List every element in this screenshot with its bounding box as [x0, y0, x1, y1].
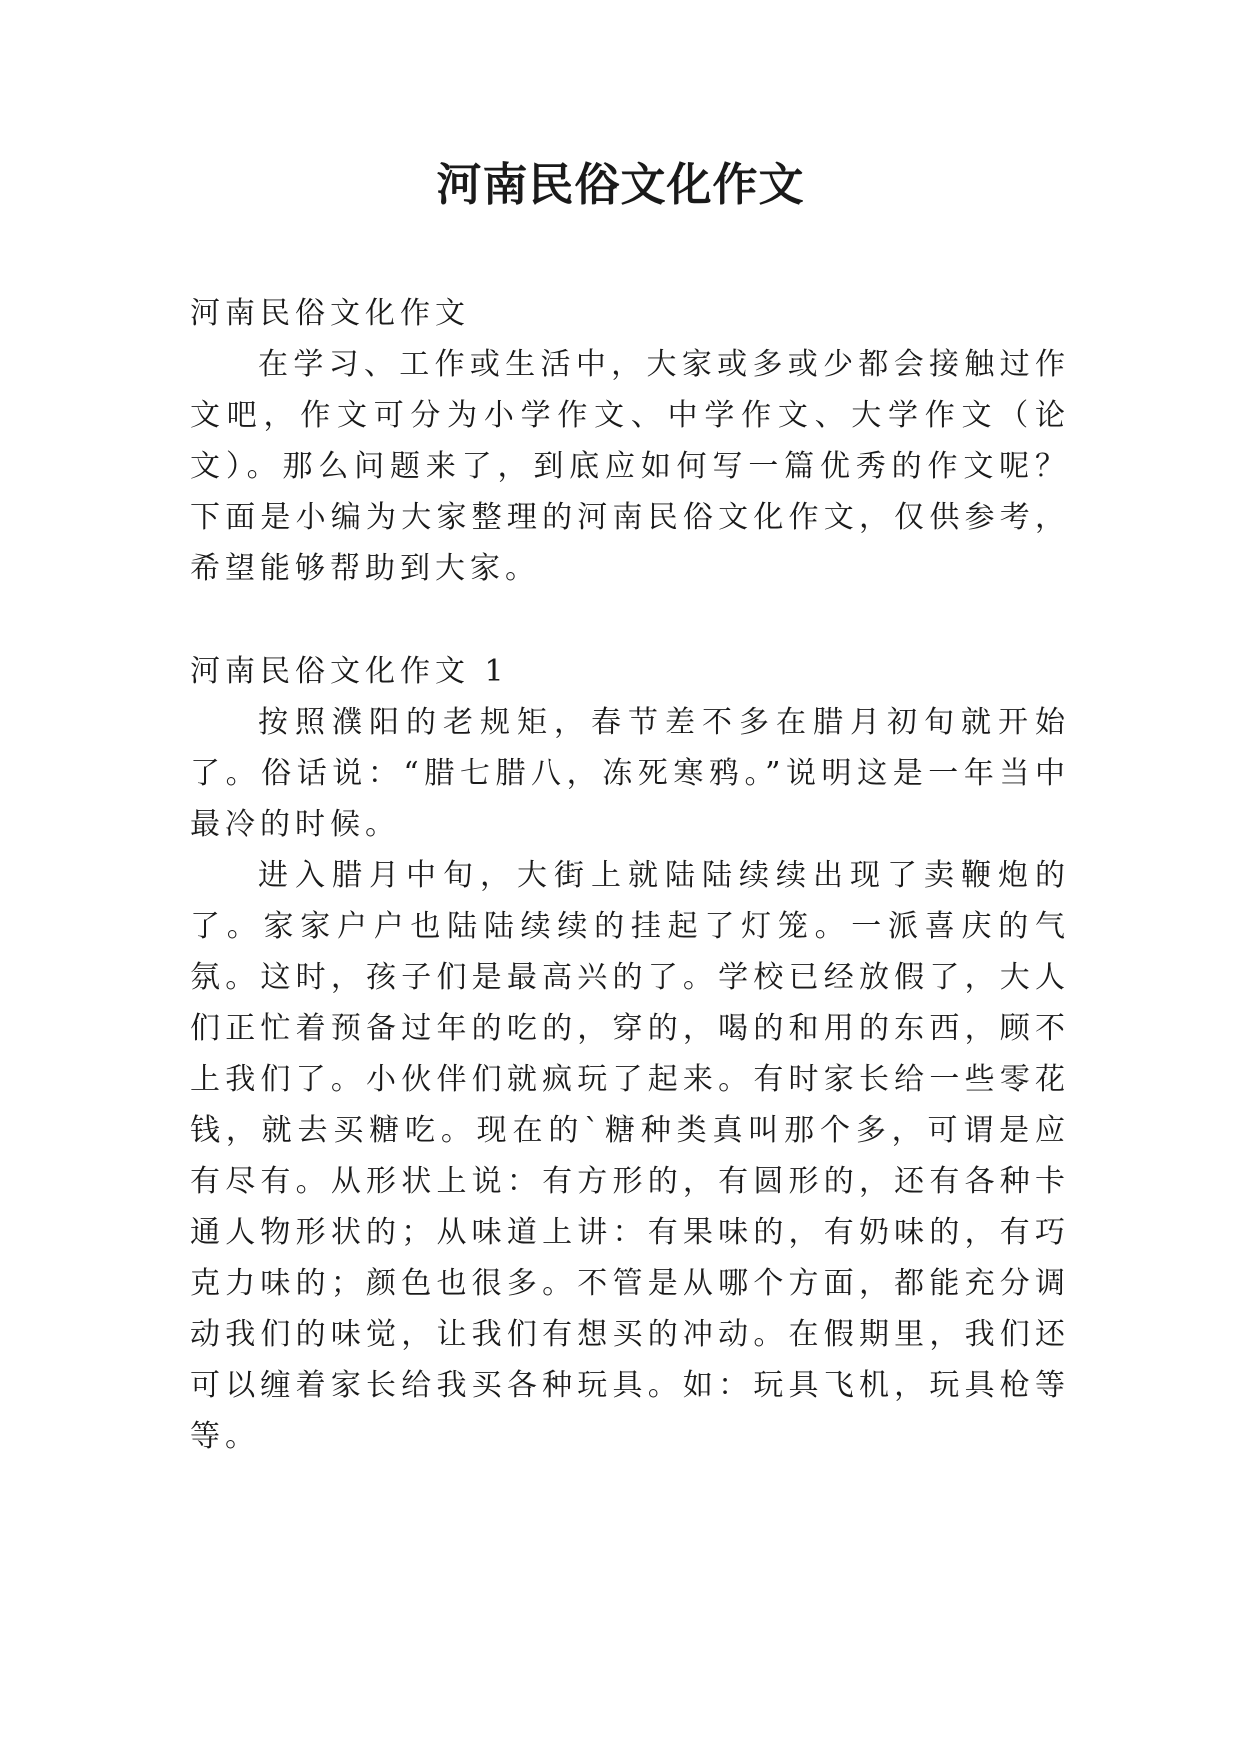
intro-paragraph: 在学习、工作或生活中，大家或多或少都会接触过作文吧，作文可分为小学作文、中学作文、大学作文（论文）。那么问题来了，到底应如何写一篇优秀的作文呢？下面是小编为大家整理的河南民俗文化作文，仅供参考，希望能够帮助到大家。	[190, 347, 1070, 586]
section1-paragraph-1: 按照濮阳的老规矩，春节差不多在腊月初旬就开始了。俗话说：“腊七腊八，冻死寒鸦。”说明这是一年当中最冷的时候。	[190, 705, 1070, 842]
section-spacer	[190, 594, 1070, 646]
section1-paragraph-2: 进入腊月中旬，大街上就陆陆续续出现了卖鞭炮的了。家家户户也陆陆续续的挂起了灯笼。一派喜庆的气氛。这时，孩子们是最高兴的了。学校已经放假了，大人们正忙着预备过年的吃的，穿的，喝的和用的东西，顾不上我们了。小伙伴们就疯玩了起来。有时家长给一些零花钱，就去买糖吃。现在的`糖种类真叫那个多，可谓是应有尽有。从形状上说：有方形的，有圆形的，还有各种卡通人物形状的；从味道上讲：有果味的，有奶味的，有巧克力味的；颜色也很多。不管是从哪个方面，都能充分调动我们的味觉，让我们有想买的冲动。在假期里，我们还可以缠着家长给我买各种玩具。如：玩具飞机，玩具枪等等。	[190, 858, 1070, 1454]
intro-heading: 河南民俗文化作文	[190, 296, 470, 331]
document-body	[190, 288, 1070, 1462]
document-title: 河南民俗文化作文	[436, 158, 805, 211]
section1-heading: 河南民俗文化作文 1	[190, 654, 509, 689]
